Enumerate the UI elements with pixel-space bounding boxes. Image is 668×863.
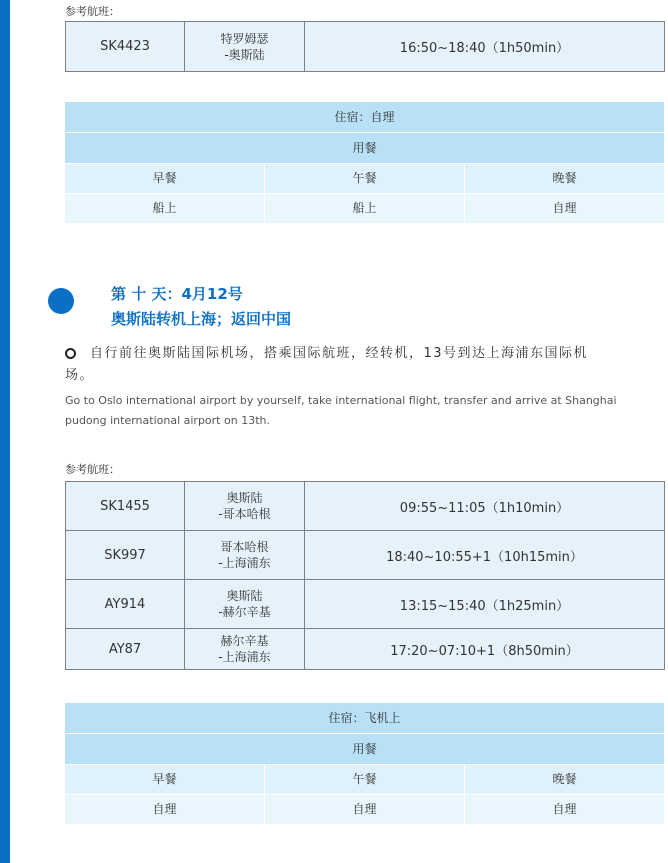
- lodging-row: 住宿：飞机上: [65, 703, 664, 733]
- dinner-header: 晚餐: [465, 164, 664, 193]
- breakfast-header: 早餐: [65, 765, 264, 794]
- flight-route: [185, 629, 305, 670]
- lunch-value: 船上: [265, 194, 464, 223]
- route-to: -上海浦东: [218, 650, 271, 664]
- flight-route: [185, 531, 305, 580]
- flight-time: 13:15~15:40（1h25min）: [305, 580, 665, 629]
- cn-desc-line2: 场。: [65, 368, 95, 383]
- flight-time: 09:55~11:05（1h10min）: [305, 482, 665, 531]
- meal-headers-row: [65, 765, 664, 794]
- breakfast-header: 早餐: [65, 164, 264, 193]
- accommodation-meals-block: [65, 102, 664, 224]
- dinner-header: 晚餐: [465, 765, 664, 794]
- dinner-value: 自理: [465, 795, 664, 824]
- breakfast-value: 船上: [65, 194, 264, 223]
- left-accent-bar: [0, 0, 10, 863]
- lodging-row: 住宿：自理: [65, 102, 664, 132]
- day-subtitle: 奥斯陆转机上海；返回中国: [111, 310, 292, 328]
- flight-code: SK997: [66, 531, 185, 580]
- flight-route: [185, 22, 305, 72]
- route-from: 特罗姆瑟: [220, 31, 269, 46]
- flight-route: [185, 580, 305, 629]
- accommodation-meals-block: [65, 703, 664, 825]
- reference-flights-label: 参考航班：: [65, 5, 120, 18]
- table-row: [66, 22, 665, 72]
- cn-desc-line1: 自行前往奥斯陆国际机场，搭乘国际航班，经转机，13号到达上海浦东国际机: [90, 346, 589, 361]
- route-to: -上海浦东: [218, 556, 271, 570]
- table-row: [66, 629, 665, 670]
- route-to: -奥斯陆: [224, 47, 265, 62]
- flight-route: [185, 482, 305, 531]
- flight-table: [65, 481, 665, 670]
- meal-values-row: [65, 795, 664, 824]
- en-desc-line2: pudong international airport on 13th.: [65, 414, 270, 427]
- lunch-header: 午餐: [265, 164, 464, 193]
- meal-values-row: [65, 194, 664, 223]
- route-to: -哥本哈根: [218, 507, 271, 521]
- route-from: 奥斯陆: [226, 589, 263, 603]
- section-marker-dot-icon: [48, 288, 74, 314]
- flight-time: 16:50~18:40（1h50min）: [305, 22, 665, 72]
- chinese-description: [65, 343, 665, 387]
- dining-row: 用餐: [65, 133, 664, 163]
- day-title: 第 十 天：4月12号: [111, 285, 243, 303]
- route-from: 赫尔辛基: [220, 634, 269, 648]
- flight-code: SK4423: [66, 22, 185, 72]
- reference-flights-label: 参考航班：: [65, 463, 120, 476]
- route-from: 哥本哈根: [220, 540, 269, 554]
- breakfast-value: 自理: [65, 795, 264, 824]
- dining-row: 用餐: [65, 734, 664, 764]
- flight-code: AY87: [66, 629, 185, 670]
- flight-table: [65, 21, 665, 72]
- flight-time: 17:20~07:10+1（8h50min）: [305, 629, 665, 670]
- table-row: [66, 531, 665, 580]
- meal-headers-row: [65, 164, 664, 193]
- flight-time: 18:40~10:55+1（10h15min）: [305, 531, 665, 580]
- flight-code: AY914: [66, 580, 185, 629]
- en-desc-line1: Go to Oslo international airport by yourself, take international flight, transfer and arrive at Shanghai: [65, 394, 617, 407]
- hollow-circle-bullet-icon: [65, 348, 76, 359]
- route-to: -赫尔辛基: [218, 605, 271, 619]
- table-row: [66, 580, 665, 629]
- lunch-header: 午餐: [265, 765, 464, 794]
- lunch-value: 自理: [265, 795, 464, 824]
- route-from: 奥斯陆: [226, 491, 263, 505]
- english-description: [65, 391, 665, 431]
- dinner-value: 自理: [465, 194, 664, 223]
- table-row: [66, 482, 665, 531]
- flight-code: SK1455: [66, 482, 185, 531]
